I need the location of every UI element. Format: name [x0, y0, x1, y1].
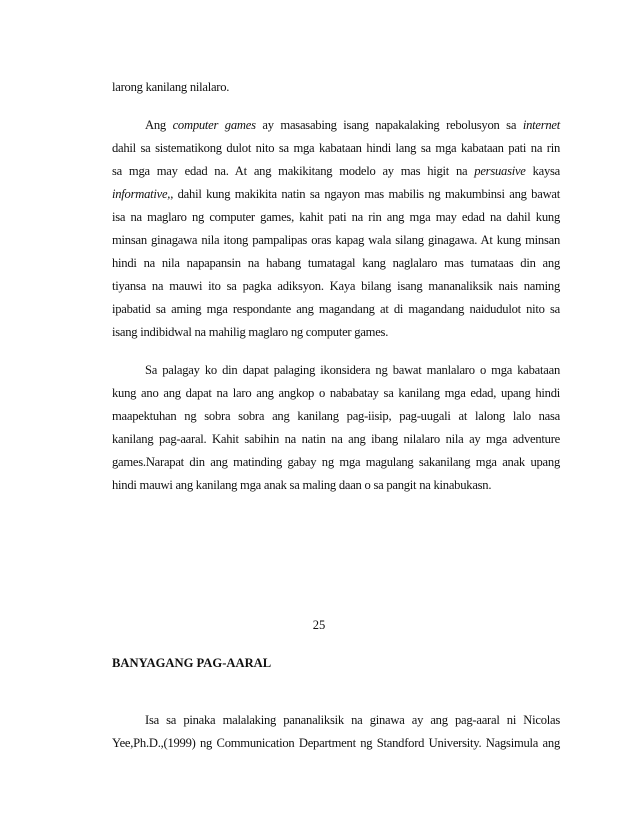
text-line: ipabatid sa aming mga respondante ang magandang at di magandang naidudulot nito sa — [112, 302, 560, 316]
text-line: dahil sa sistematikong dulot nito sa mga kabataan hindi lang sa mga kabataan pati na rin — [112, 141, 560, 155]
text-line: larong kanilang nilalaro. — [112, 80, 230, 94]
text-run: ay masasabing isang napakalaking rebolusyon sa — [255, 118, 523, 132]
text-line: maapektuhan ng sobra sobra ang kanilang pag-iisip, pag-uugali at lalong lalo nasa — [112, 409, 560, 423]
text-line: games.Narapat din ang matinding gabay ng mga magulang sakanilang mga anak upang — [112, 455, 560, 469]
text-line: tiyansa na mauwi ito sa pagka adiksyon. Kaya bilang isang mananaliksik nais naming — [112, 279, 560, 293]
text-run: Ang — [145, 118, 173, 132]
text-line: hindi mauwi ang kanilang mga anak sa maling daan o sa pangit na kinabukasn. — [112, 478, 492, 492]
italic-term: informative, — [112, 187, 171, 201]
text-line: Sa palagay ko din dapat palaging ikonsidera ng bawat manlalaro o mga kabataan — [145, 363, 560, 377]
text-line — [112, 186, 560, 202]
text-line: kanilang pag-aaral. Kahit sabihin na natin na ang ibang nilalaro nila ay mga adventure — [112, 432, 560, 446]
text-run: kaysa — [525, 164, 560, 178]
text-line: Yee,Ph.D.,(1999) ng Communication Department ng Standford University. Nagsimula ang — [112, 736, 560, 750]
italic-term: internet — [522, 118, 560, 132]
text-run: , dahil kung makikita natin sa ngayon mas mabilis ng makumbinsi ang bawat — [170, 187, 560, 201]
section-heading: BANYAGANG PAG-AARAL — [112, 656, 272, 670]
text-run: sa mga may edad na. At ang makikitang modelo ay mas higit na — [112, 164, 475, 178]
text-line: kung ano ang dapat na laro ang angkop o nababatay sa kanilang mga edad, upang hindi — [112, 386, 560, 400]
text-line: isa na maglaro ng computer games, kahit pati na rin ang mga may edad na dahil kung — [112, 210, 560, 224]
italic-term: computer games — [172, 118, 256, 132]
italic-term: persuasive — [474, 164, 526, 178]
text-line: Isa sa pinaka malalaking pananaliksik na ginawa ay ang pag-aaral ni Nicolas — [145, 713, 560, 727]
text-line: minsan ginagawa nila itong pampalipas oras kapag wala silang ginagawa. At kung minsan — [112, 233, 560, 247]
page-number: 25 — [312, 618, 326, 632]
text-line — [112, 163, 560, 179]
text-line: hindi na nila napapansin na habang tumatagal kang naglalaro mas tumataas din ang — [112, 256, 560, 270]
text-line: isang indibidwal na mahilig maglaro ng computer games. — [112, 325, 389, 339]
text-line — [145, 117, 560, 133]
